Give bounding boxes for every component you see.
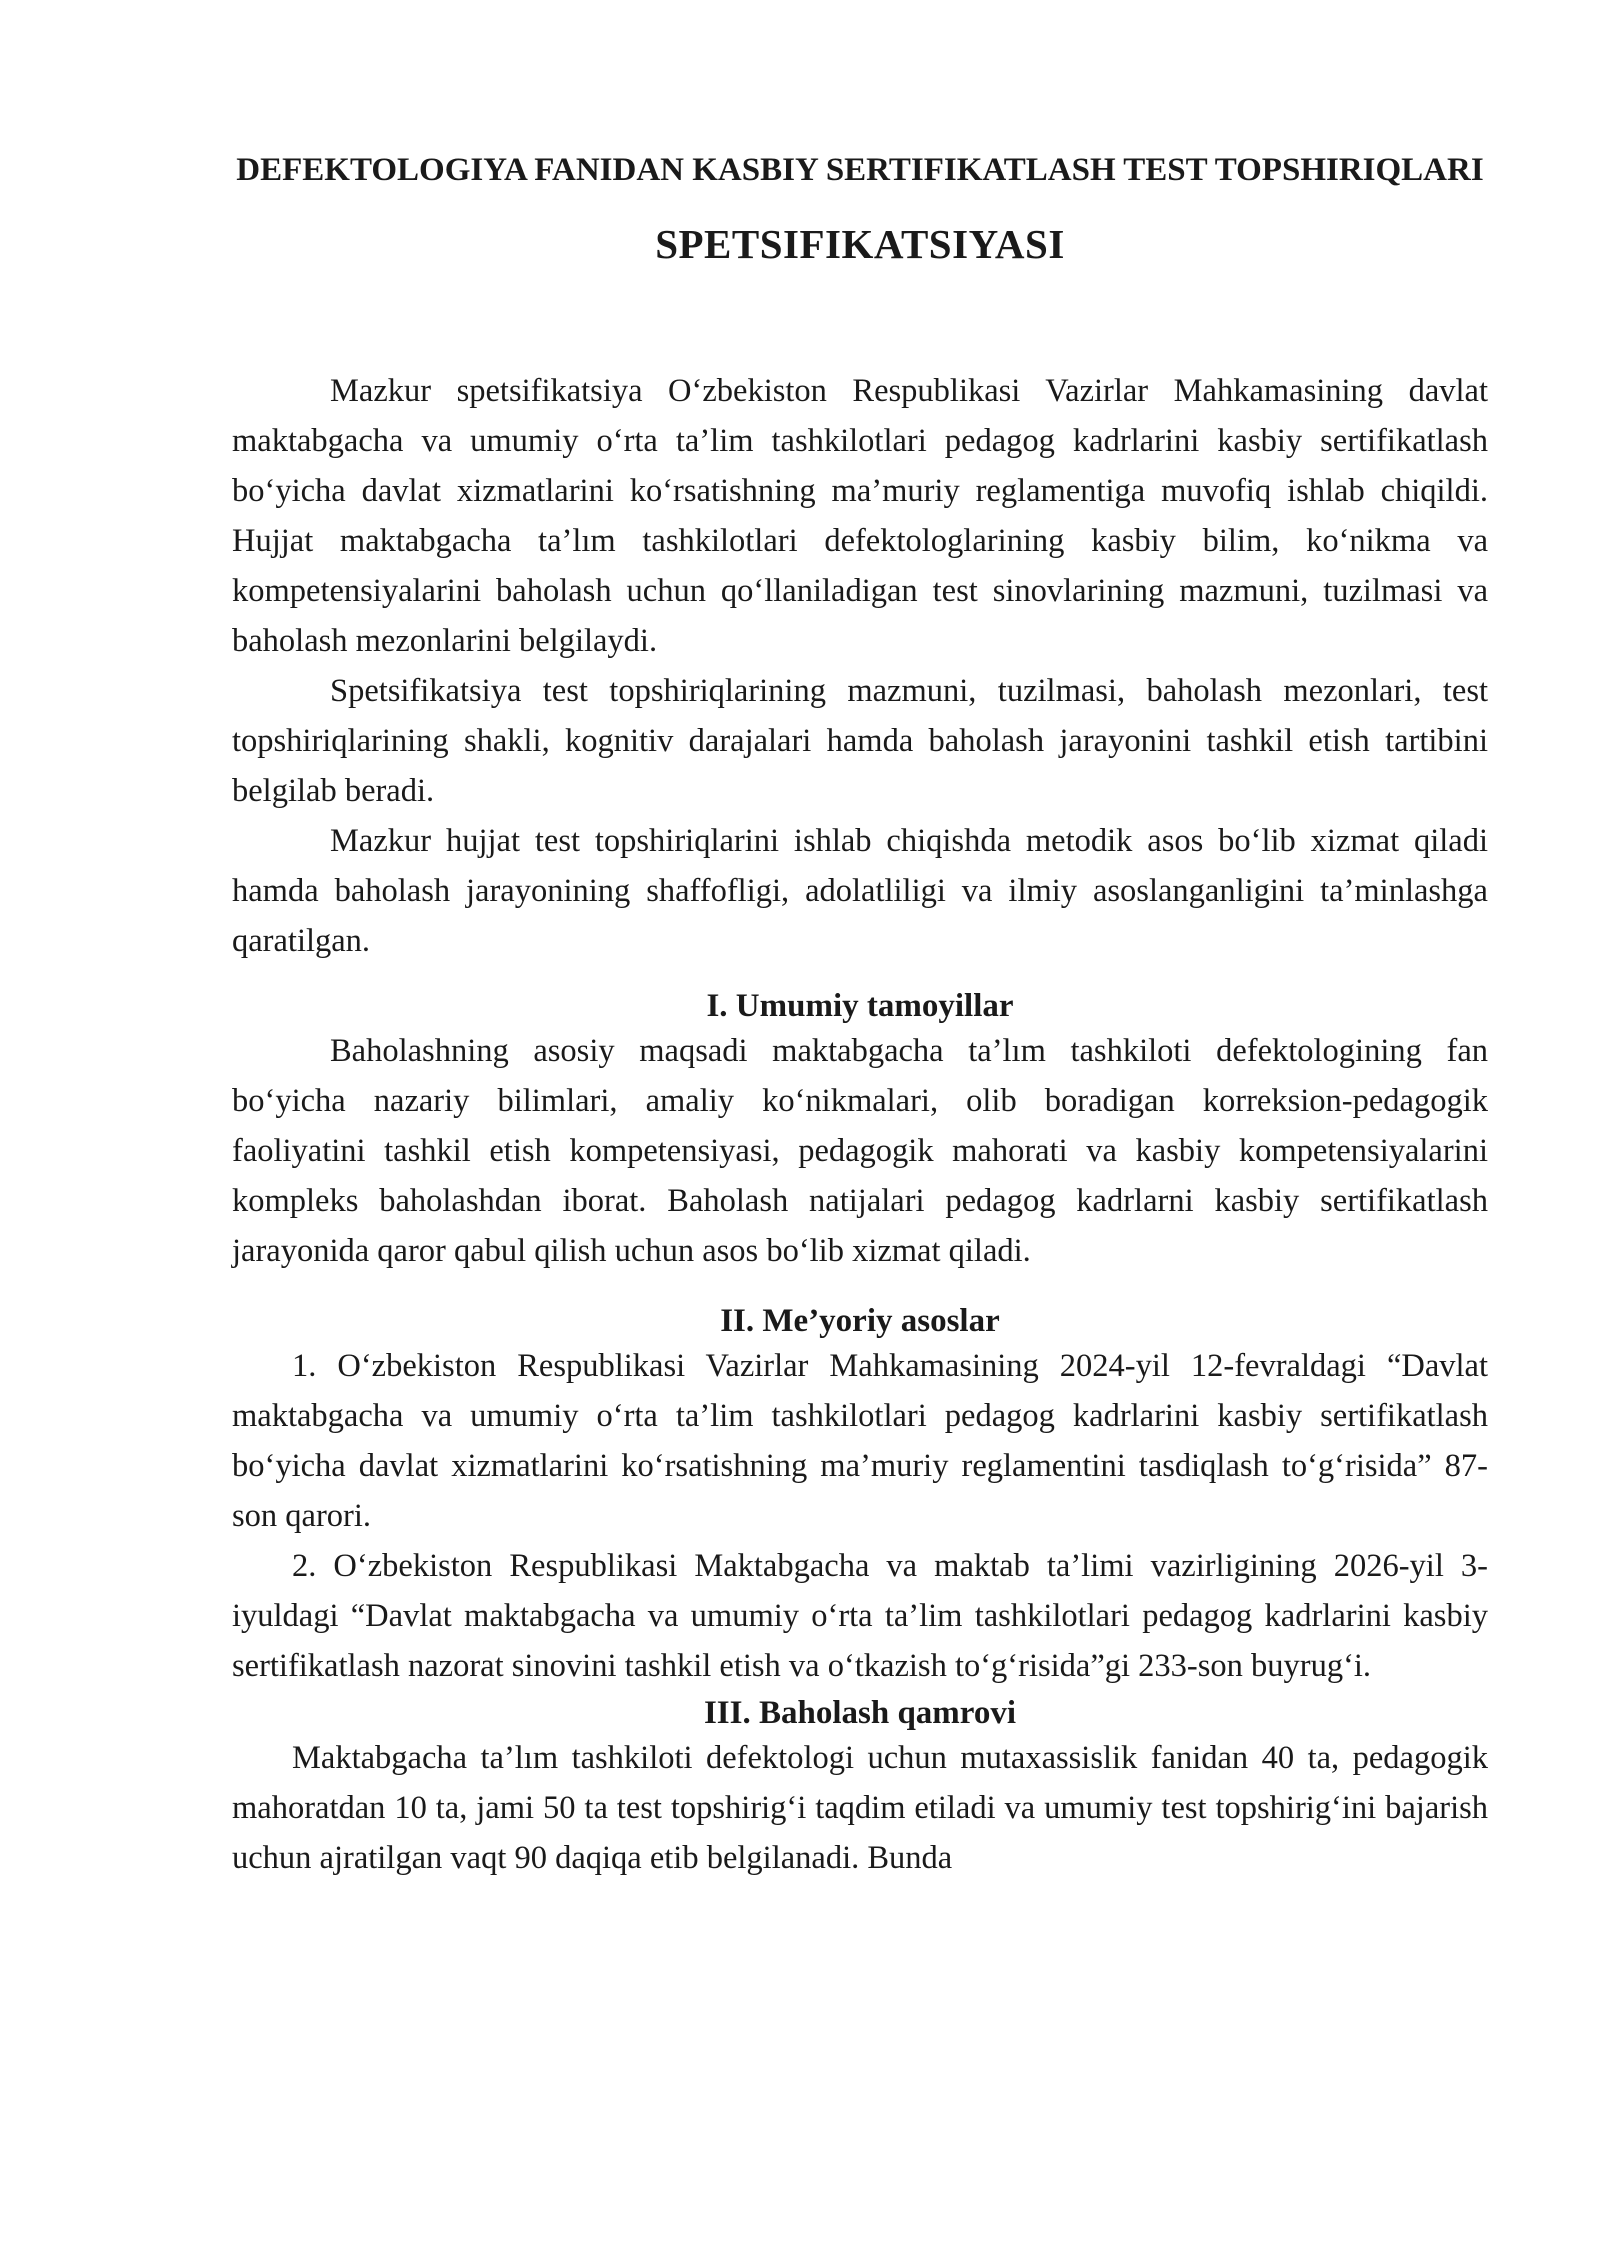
intro-paragraph-3: Mazkur hujjat test topshiriqlarini ishlab chiqishda metodik asos bo‘lib xizmat qiladi hamda baholash jarayonining shaffofligi, adolatliligi va ilmiy asoslanganligini ta’minlashga qaratilgan. <box>232 823 1488 959</box>
section-heading-normative-basis: II. Me’yoriy asoslar <box>720 1303 1000 1339</box>
section-heading-general-principles: I. Umumiy tamoyillar <box>706 988 1014 1024</box>
document-subtitle: SPETSIFIKATSIYASI <box>655 221 1065 267</box>
normative-item-1: 1. O‘zbekiston Respublikasi Vazirlar Mahkamasining 2024-yil 12-fevraldagi “Davlat maktabgacha va umumiy o‘rta ta’lim tashkilotlari pedagog kadrlarini kasbiy sertifikatlash bo‘yicha davlat xizmatlarini ko‘rsatishning ma’muriy reglamentini tasdiqlash to‘g‘risida” 87-son qarori. <box>232 1348 1488 1534</box>
section1-paragraph: Baholashning asosiy maqsadi maktabgacha ta’lım tashkiloti defektologining fan bo‘yicha nazariy bilimlari, amaliy ko‘nikmalari, olib boradigan korreksion-pedagogik faoliyatini tashkil etish kompetensiyasi, pedagogik mahorati va kasbiy kompetensiyalarini kompleks baholashdan iborat. Baholash natijalari pedagog kadrlarni kasbiy sertifikatlash jarayonida qaror qabul qilish uchun asos bo‘lib xizmat qiladi. <box>232 1033 1488 1269</box>
intro-paragraph-2: Spetsifikatsiya test topshiriqlarining mazmuni, tuzilmasi, baholash mezonlari, test topshiriqlarining shakli, kognitiv darajalari hamda baholash jarayonini tashkil etish tartibini belgilab beradi. <box>232 673 1488 809</box>
section3-paragraph: Maktabgacha ta’lım tashkiloti defektologi uchun mutaxassislik fanidan 40 ta, pedagogik mahoratdan 10 ta, jami 50 ta test topshirig‘i taqdim etiladi va umumiy test topshirig‘ini bajarish uchun ajratilgan vaqt 90 daqiqa etib belgilanadi. Bunda <box>232 1740 1488 1876</box>
intro-paragraph-1: Mazkur spetsifikatsiya O‘zbekiston Respublikasi Vazirlar Mahkamasining davlat maktabgacha va umumiy o‘rta ta’lim tashkilotlari pedagog kadrlarini kasbiy sertifikatlash bo‘yicha davlat xizmatlarini ko‘rsatishning ma’muriy reglamentiga muvofiq ishlab chiqildi. Hujjat maktabgacha ta’lım tashkilotlari defektologlarining kasbiy bilim, ko‘nikma va kompetensiyalarini baholash uchun qo‘llaniladigan test sinovlarining mazmuni, tuzilmasi va baholash mezonlarini belgilaydi. <box>232 373 1488 659</box>
document-page <box>232 150 1488 1883</box>
intro-section <box>232 366 1488 966</box>
normative-item-2: 2. O‘zbekiston Respublikasi Maktabgacha va maktab ta’limi vazirligining 2026-yil 3-iyuldagi “Davlat maktabgacha va umumiy o‘rta ta’lim tashkilotlari pedagog kadrlarini kasbiy sertifikatlash nazorat sinovini tashkil etish va o‘tkazish to‘g‘risida”gi 233-son buyrug‘i. <box>232 1548 1488 1684</box>
section-heading-assessment-scope: III. Baholash qamrovi <box>703 1695 1017 1731</box>
document-title: DEFEKTOLOGIYA FANIDAN KASBIY SERTIFIKATLASH TEST TOPSHIRIQLARI <box>236 152 1484 188</box>
